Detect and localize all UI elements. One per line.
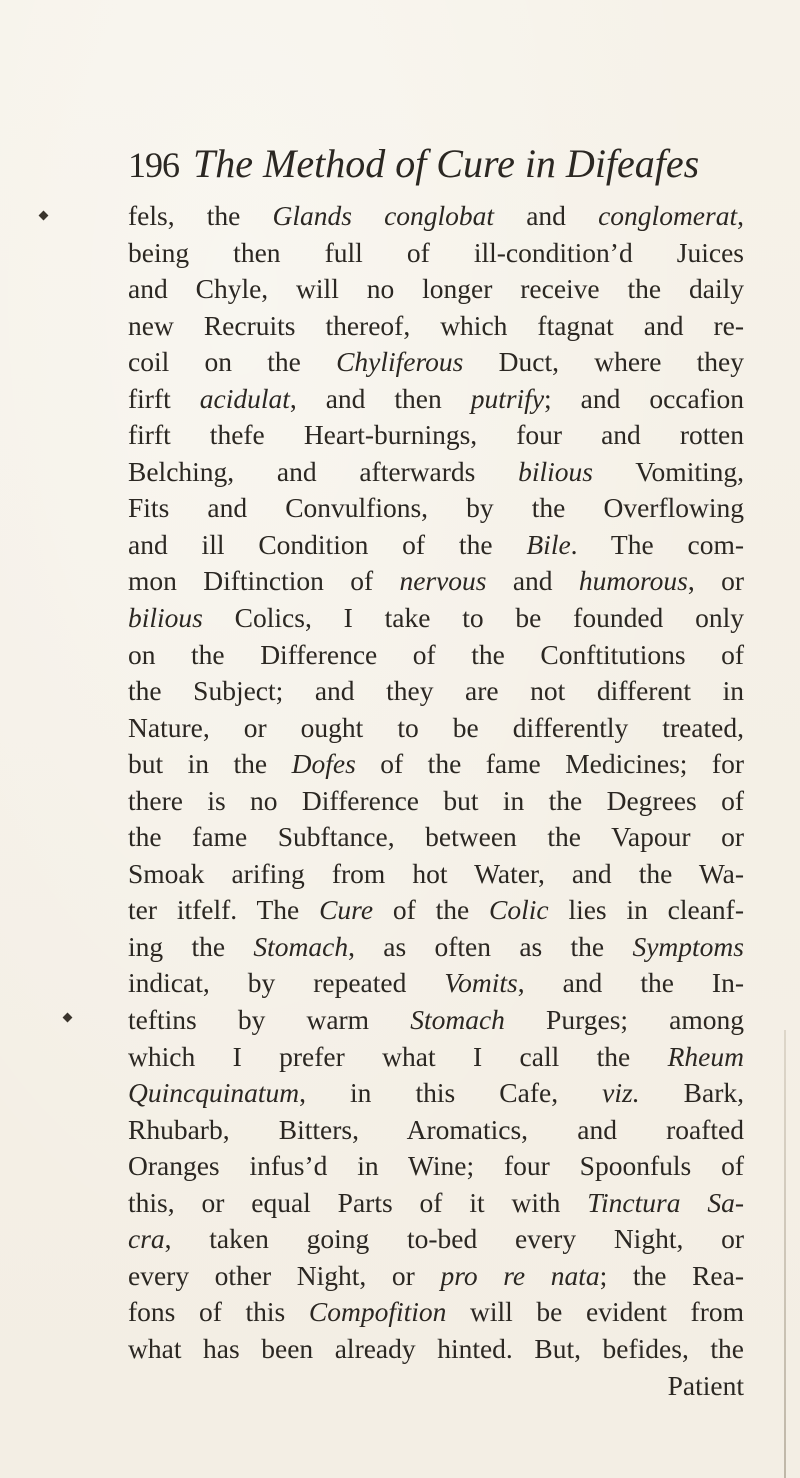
text-run: on the Difference of the Conftitutions of [128,638,744,670]
text-run: Bark, [639,1077,744,1109]
text-run: Oranges infus’d in Wine; four Spoonfuls of [128,1150,744,1182]
italic-text: bilious [518,455,593,487]
text-line [128,929,744,966]
page-header [128,140,748,196]
text-line [128,783,744,820]
text-run: mon Diftinction of [128,565,400,597]
text-run: of the [373,894,490,926]
text-run: but in the [128,748,292,780]
text-run: ter itfelf. The [128,894,320,926]
text-line [128,1002,744,1039]
text-run: . The com- [570,528,744,560]
text-line [128,1258,744,1295]
text-run: , as often as the [348,930,633,962]
text-run: and [494,200,599,231]
text-run: Rhubarb, Bitters, Aromatics, and roafted [128,1113,744,1145]
italic-text: humorous [578,565,688,597]
text-run: the fame Subftance, between the Vapour or [128,821,744,853]
text-run: Colics, I take to be founded only [202,602,744,634]
text-line [128,1075,744,1112]
text-line [128,417,744,454]
text-run: , [737,200,744,231]
text-line [128,563,744,600]
text-line [128,271,744,308]
margin-mark-bottom [63,1013,73,1023]
text-line [128,344,744,381]
italic-text: Quincquinatum [128,1077,300,1109]
text-run: and ill Condition of the [128,528,527,560]
text-run: and Chyle, will no longer receive the daily [128,273,744,305]
text-line [128,600,744,637]
body-text [128,198,744,1404]
text-line [128,381,744,418]
text-run: every other Night, or [128,1259,441,1291]
text-line [128,1148,744,1185]
text-line [128,710,744,747]
text-line [128,527,744,564]
text-run: , and then [289,382,471,414]
text-run: , and the In- [517,967,744,999]
text-line [128,965,744,1002]
text-line [128,1112,744,1149]
text-line [128,235,744,272]
text-line [128,1185,744,1222]
text-line [128,308,744,345]
text-line [128,490,744,527]
italic-text: putrify [470,382,545,414]
text-line [128,673,744,710]
text-line [128,892,744,929]
text-run: Belching, and afterwards [128,455,519,487]
margin-mark-top [39,211,49,221]
italic-text: conglomerat [598,200,738,231]
text-run: will be evident from [446,1296,745,1328]
text-line [128,454,744,491]
text-run: Duct, where they [463,346,744,378]
text-run: Vomiting, [593,455,744,487]
text-line [128,856,744,893]
italic-text: Symptoms [632,930,744,962]
text-line [128,1039,744,1076]
text-run: fels, the [128,200,273,231]
text-run: firft thefe Heart-burnings, four and rotten [128,419,744,451]
text-line [128,198,744,235]
italic-text: Compofition [308,1296,447,1328]
text-run: , taken going to-bed every Night, or [164,1223,744,1255]
text-run: Smoak arifing from hot Water, and the Wa- [128,857,744,889]
text-run: of the fame Medicines; for [355,748,744,780]
italic-text: Cure [319,894,374,926]
text-run: new Recruits thereof, which ftagnat and re- [128,309,744,341]
running-title: The Method of Cure in Difeafes [193,141,700,186]
italic-text: Vomits [444,967,518,999]
text-line [128,819,744,856]
italic-text: Bile [526,528,571,560]
text-line [128,1368,744,1405]
text-line [128,1221,744,1258]
italic-text: Colic [489,894,549,926]
text-line [128,1294,744,1331]
italic-text: viz. [602,1077,640,1109]
text-run: Fits and Convulfions, by the Overflowing [128,492,744,524]
text-run: which I prefer what I call the [128,1040,668,1072]
text-line [128,1331,744,1368]
text-run: Purges; among [504,1004,744,1036]
italic-text: Dofes [291,748,356,780]
italic-text: Stomach [253,930,349,962]
text-run: lies in cleanf- [548,894,744,926]
italic-text: bilious [128,602,203,634]
italic-text: pro re nata [440,1259,600,1291]
text-line [128,746,744,783]
text-run: Patient [667,1369,744,1401]
text-run: fons of this [128,1296,309,1328]
page-edge-shadow [784,1030,786,1478]
italic-text: cra [128,1223,165,1255]
text-run: Nature, or ought to be differently treated, [128,711,744,743]
italic-text: Stomach [410,1004,505,1036]
italic-text: Rheum [667,1040,744,1072]
text-run: what has been already hinted. But, befides, the [128,1332,744,1364]
text-run: ; the Rea- [599,1259,744,1291]
italic-text: Tinctura Sa- [587,1186,744,1218]
text-run: ing the [128,930,254,962]
text-run: being then full of ill-condition’d Juices [128,236,744,268]
text-run: , or [687,565,744,597]
text-run: teftins by warm [128,1004,411,1036]
text-line [128,637,744,674]
italic-text: acidulat [199,382,290,414]
text-run: and [486,565,579,597]
italic-text: Glands conglobat [272,200,495,231]
text-run: , in this Cafe, [299,1077,603,1109]
italic-text: nervous [399,565,487,597]
text-run: firft [128,382,200,414]
italic-text: Chyliferous [336,346,464,378]
page-number: 196 [128,145,179,185]
text-run: this, or equal Parts of it with [128,1186,588,1218]
text-run: indicat, by repeated [128,967,445,999]
text-run: there is no Difference but in the Degrees of [128,784,744,816]
text-run: coil on the [128,346,337,378]
text-run: ; and occafion [544,382,744,414]
text-run: the Subject; and they are not different in [128,675,744,707]
